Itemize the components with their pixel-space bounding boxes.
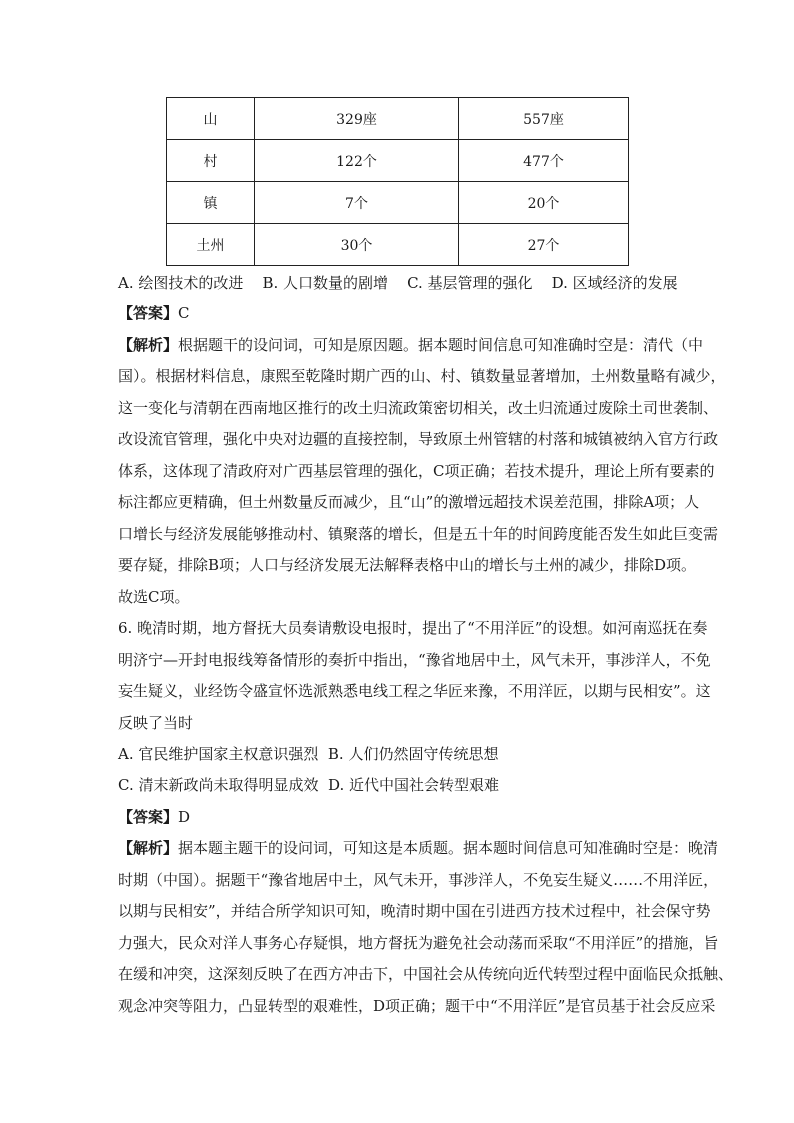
table-cell: 村 xyxy=(167,140,255,182)
table-cell: 329座 xyxy=(255,98,459,140)
q5-analysis-line: 口增长与经济发展能够推动村、镇聚落的增长，但是五十年的时间跨度能否发生如此巨变需 xyxy=(118,525,719,543)
table-cell: 477个 xyxy=(459,140,629,182)
q5-analysis-line: 标注都应更精确，但土州数量反而减少，且“山”的激增远超技术误差范围，排除A项；人 xyxy=(118,493,700,511)
q5-answer xyxy=(118,303,190,323)
table-cell: 20个 xyxy=(459,182,629,224)
table-row xyxy=(167,98,629,140)
answer-label: 【答案】 xyxy=(118,304,179,322)
q5-analysis-line: 改设流官管理，强化中央对边疆的直接控制，导致原土州管辖的村落和城镇被纳入官方行政 xyxy=(118,430,719,448)
q6-analysis-line: 以期与民相安”，并结合所学知识可知，晚清时期中国在引进西方技术过程中，社会保守势 xyxy=(118,902,711,920)
table-cell: 30个 xyxy=(255,224,459,266)
q6-answer xyxy=(118,807,190,827)
table-cell: 土州 xyxy=(167,224,255,266)
q6-options-line: A. 官民维护国家主权意识强烈 B. 人们仍然固守传统思想 xyxy=(118,745,499,763)
q6-analysis-line: 观念冲突等阻力，凸显转型的艰难性，D项正确；题干中“不用洋匠”是官员基于社会反应采 xyxy=(118,997,716,1015)
table-row xyxy=(167,140,629,182)
q5-analysis-line: 故选C项。 xyxy=(118,588,190,606)
q5-analysis-line: 国）。根据材料信息，康熙至乾隆时期广西的山、村、镇数量显著增加，土州数量略有减少， xyxy=(118,367,726,385)
table-cell: 122个 xyxy=(255,140,459,182)
table-cell: 557座 xyxy=(459,98,629,140)
analysis-label: 【解析】 xyxy=(118,336,179,354)
table-cell: 镇 xyxy=(167,182,255,224)
answer-label: 【答案】 xyxy=(118,808,179,826)
q5-analysis-line: 体系，这体现了清政府对广西基层管理的强化，C项正确；若技术提升，理论上所有要素的 xyxy=(118,462,715,480)
q6-analysis-line: 【解析】据本题主题干的设问词，可知这是本质题。据本题时间信息可知准确时空是：晚清 xyxy=(118,839,719,857)
table-row xyxy=(167,224,629,266)
q6-stem-line: 妄生疑义，业经饬令盛宣怀选派熟悉电线工程之华匠来豫，不用洋匠，以期与民相安”。这 xyxy=(118,682,711,700)
table-cell: 27个 xyxy=(459,224,629,266)
q5-options: A. 绘图技术的改进 B. 人口数量的剧增 C. 基层管理的强化 D. 区域经济的发展 xyxy=(118,274,678,292)
data-table xyxy=(166,97,629,266)
q6-stem-line: 6. 晚清时期，地方督抚大员奏请敷设电报时，提出了“不用洋匠”的设想。如河南巡抚在奏 xyxy=(118,619,708,637)
answer-value: D xyxy=(178,808,191,826)
analysis-label: 【解析】 xyxy=(118,839,179,857)
q6-stem-line: 明济宁—开封电报线筹备情形的奏折中指出，“豫省地居中土，风气未开，事涉洋人，不免 xyxy=(118,651,711,669)
q5-analysis-line: 【解析】根据题干的设问词，可知是原因题。据本题时间信息可知准确时空是：清代（中 xyxy=(118,336,704,354)
q5-analysis-line: 这一变化与清朝在西南地区推行的改土归流政策密切相关，改土归流通过废除土司世袭制、 xyxy=(118,399,719,417)
table-cell: 山 xyxy=(167,98,255,140)
q6-stem-line: 反映了当时 xyxy=(118,714,194,732)
q5-analysis-line: 要存疑，排除B项；人口与经济发展无法解释表格中山的增长与土州的减少，排除D项。 xyxy=(118,556,697,574)
table-cell: 7个 xyxy=(255,182,459,224)
q6-analysis-line: 在缓和冲突，这深刻反映了在西方冲击下，中国社会从传统向近代转型过程中面临民众抵触、 xyxy=(118,965,734,983)
q6-options-line: C. 清末新政尚未取得明显成效 D. 近代中国社会转型艰难 xyxy=(118,776,500,794)
table-row xyxy=(167,182,629,224)
q6-analysis-line: 力强大，民众对洋人事务心存疑惧，地方督抚为避免社会动荡而采取“不用洋匠”的措施，旨 xyxy=(118,934,719,952)
q6-analysis-line: 时期（中国）。据题干“豫省地居中土，风气未开，事涉洋人，不免妄生疑义……不用洋匠， xyxy=(118,871,719,889)
answer-value: C xyxy=(178,304,190,322)
